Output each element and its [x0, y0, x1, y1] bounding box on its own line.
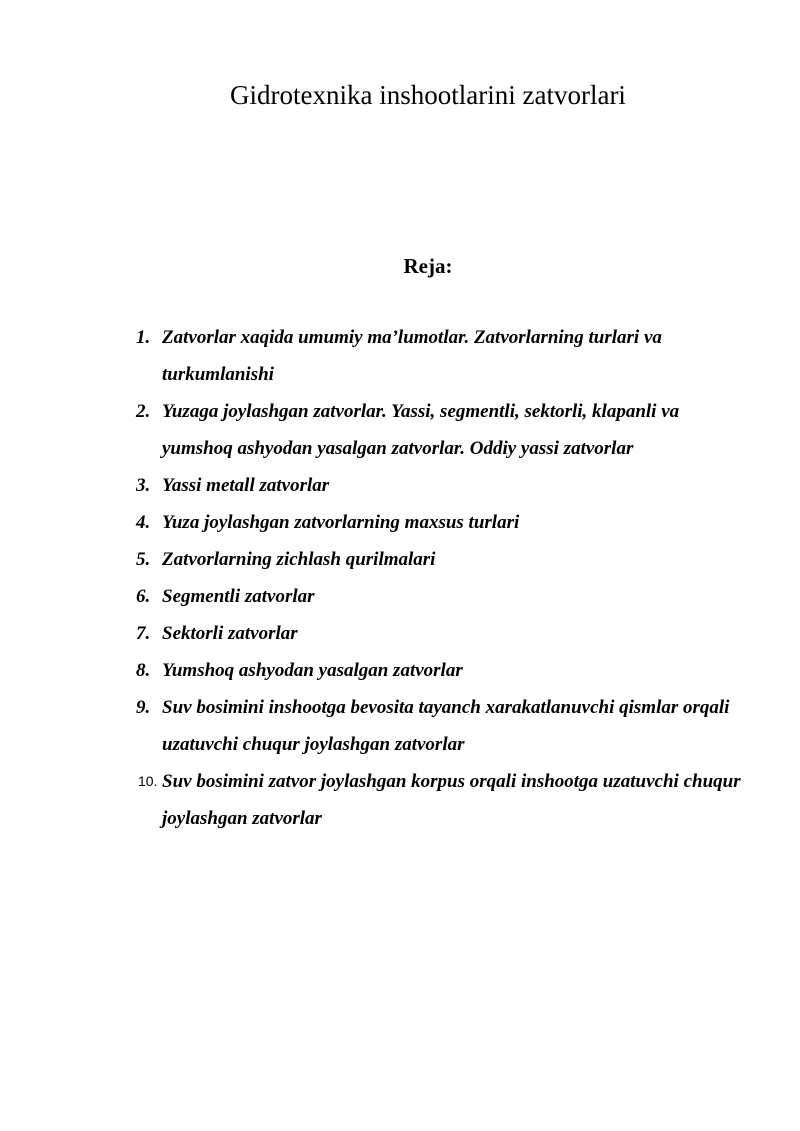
plan-item-text: Suv bosimini inshootga bevosita tayanch xarakatlanuvchi qismlar orqali uzatuvchi chuqur joylashgan zatvorlar — [162, 697, 730, 755]
plan-item-number: 1. — [136, 327, 151, 348]
plan-item-number: 9. — [136, 697, 151, 718]
plan-item-text: Zatvorlarning zichlash qurilmalari — [162, 549, 436, 570]
plan-item — [136, 763, 746, 837]
plan-item-text: Sektorli zatvorlar — [162, 623, 298, 644]
plan-item — [136, 393, 746, 467]
plan-heading: Reja: — [403, 254, 453, 278]
plan-item-number: 6. — [136, 586, 151, 607]
plan-item — [136, 541, 746, 578]
plan-item — [136, 504, 746, 541]
plan-item-number: 5. — [136, 549, 151, 570]
plan-item — [136, 652, 746, 689]
plan-item-number: 8. — [136, 660, 151, 681]
plan-item-number: 7. — [136, 623, 151, 644]
plan-item — [136, 467, 746, 504]
plan-item-text: Yassi metall zatvorlar — [162, 475, 330, 496]
plan-item-number: 3. — [136, 475, 151, 496]
plan-item — [136, 689, 746, 763]
plan-item-number: 4. — [136, 512, 151, 533]
plan-item-text: Yumshoq ashyodan yasalgan zatvorlar — [162, 660, 463, 681]
plan-item-text: Yuza joylashgan zatvorlarning maxsus turlari — [162, 512, 520, 533]
plan-item — [136, 319, 746, 393]
plan-list — [136, 319, 746, 837]
plan-item-text: Segmentli zatvorlar — [162, 586, 315, 607]
plan-item-text: Suv bosimini zatvor joylashgan korpus orqali inshootga uzatuvchi chuqur joylashgan zatvorlar — [162, 771, 741, 829]
plan-item-text: Zatvorlar xaqida umumiy ma’lumotlar. Zatvorlarning turlari va turkumlanishi — [162, 327, 662, 385]
document-title: Gidrotexnika inshootlarini zatvorlari — [230, 80, 626, 110]
plan-item-text: Yuzaga joylashgan zatvorlar. Yassi, segmentli, sektorli, klapanli va yumshoq ashyodan yasalgan zatvorlar. Oddiy yassi zatvorlar — [162, 401, 680, 459]
plan-item-number: 10. — [138, 773, 158, 789]
plan-item — [136, 615, 746, 652]
plan-item-number: 2. — [136, 401, 151, 422]
plan-item — [136, 578, 746, 615]
